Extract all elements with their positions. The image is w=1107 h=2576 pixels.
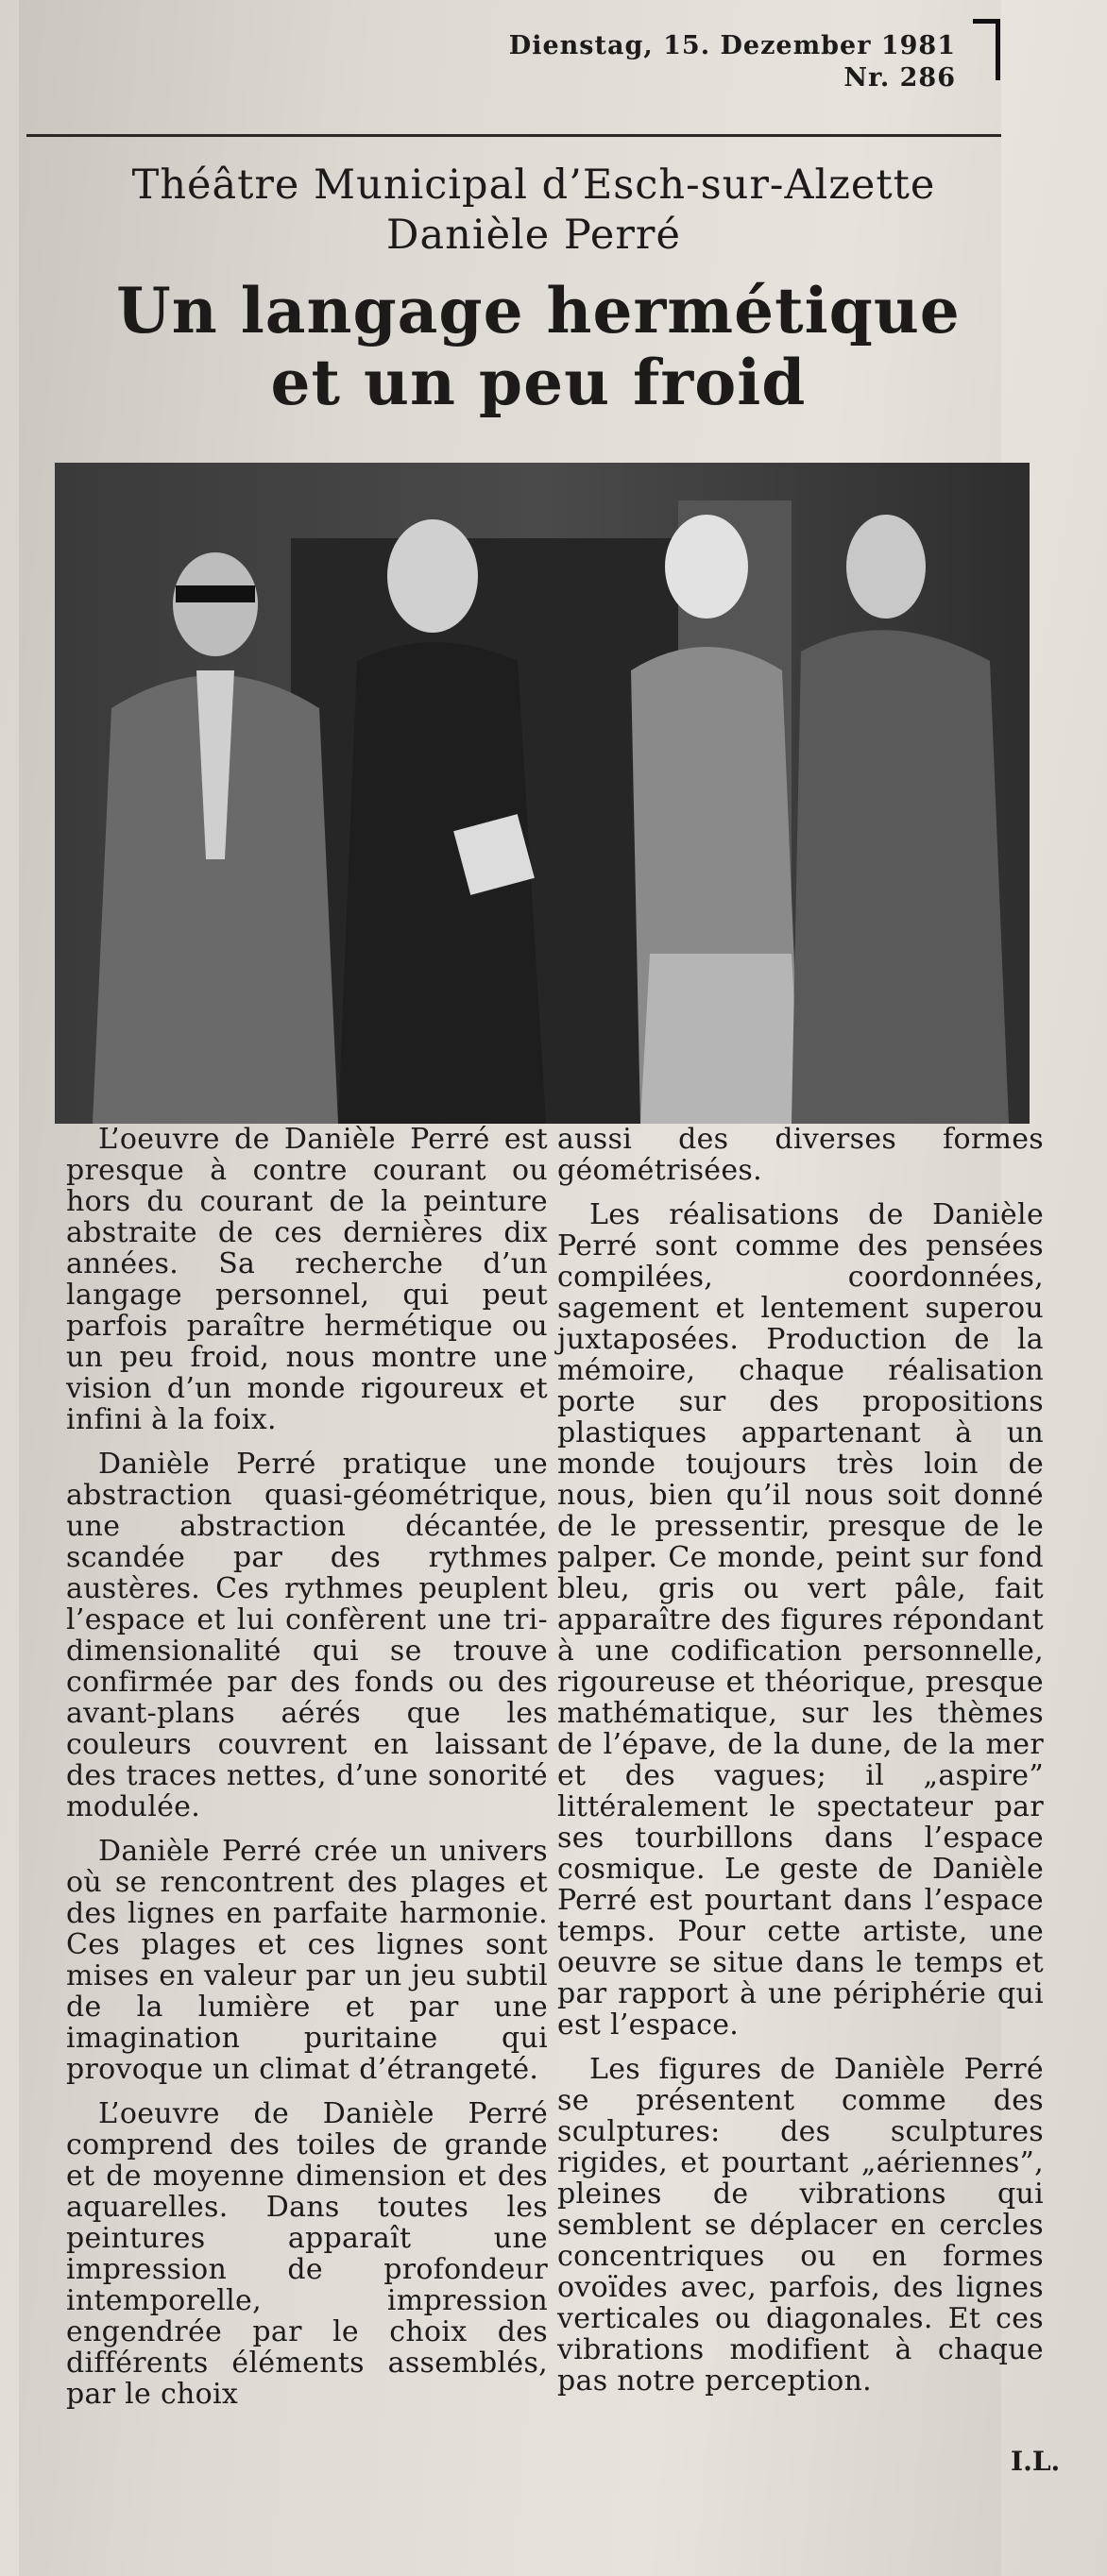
article-column-right	[557, 1124, 1044, 2410]
photo-illustration	[55, 463, 1030, 1124]
author-signature: I.L.	[1011, 2446, 1061, 2477]
kicker-artist: Danièle Perré	[386, 212, 681, 259]
article-paragraph: L’oeuvre de Danièle Perré comprend des toiles de grande et de moyenne dimension et des aquarelles. Dans toutes les peintures apparaît une impression de profondeur intemporelle, impression engendrée par le choix des différents éléments assemblés, par le choix	[66, 2097, 548, 2411]
headline-line-2: et un peu froid	[270, 346, 807, 419]
headline-line-1: Un langage hermétique	[116, 274, 961, 347]
kicker-venue: Théâtre Municipal d’Esch-sur-Alzette	[131, 161, 936, 209]
article-paragraph: L’oeuvre de Danièle Perré est presque à contre courant ou hors du courant de la peinture abstraite de ces dernières dix années. Sa recherche d’un langage personnel, qui peut parfois paraître hermétique ou un peu froid, nous montre une vision d’un monde rigoureux et infini à la foix.	[66, 1123, 548, 1436]
article-photo	[55, 463, 1030, 1124]
article-column-left	[66, 1124, 548, 2423]
article-paragraph: Les figures de Danièle Perré se présentent comme des sculptures: des sculptures rigides, et pourtant „aériennes”, pleines de vibrations qui semblent se déplacer en cercles concentriques ou en formes ovoïdes avec, parfois, des lignes verticales ou diagonales. Et ces vibrations modifient à chaque pas notre perception.	[557, 2053, 1044, 2398]
article-paragraph: Les réalisations de Danièle Perré sont comme des pensées compilées, coordonnées, sagement et lentement superou juxtaposées. Production de la mémoire, chaque réalisation porte sur des propositions plastiques appartenant à un monde toujours très loin de nous, bien qu’il nous soit donné de le pressentir, presque de le palper. Ce monde, peint sur fond bleu, gris ou vert pâle, fait apparaître des figures répondant à une codification personnelle, rigoureuse et théorique, presque mathématique, sur les thèmes de l’épave, de la dune, de la mer et des vagues; il „aspire” littéralement le spectateur par ses tourbillons dans l’espace cosmique. Le geste de Danièle Perré est pourtant dans l’espace temps. Pour cette artiste, une oeuvre se situe dans le temps et par rapport à une périphérie qui est l’espace.	[557, 1198, 1044, 2042]
article-paragraph: Danièle Perré crée un univers où se rencontrent des plages et des lignes en parfaite harmonie. Ces plages et ces lignes sont mises en valeur par un jeu subtil de la lumière et par une imagination puritaine qui provoque un climat d’étrangeté.	[66, 1835, 548, 2086]
corner-bracket	[973, 19, 1000, 80]
dateline-date: Dienstag, 15. Dezember 1981	[508, 31, 956, 60]
header-rule	[26, 134, 1001, 137]
article-paragraph: Danièle Perré pratique une abstraction quasi-géométrique, une abstraction décantée, scandée par des rythmes austères. Ces rythmes peuplent l’espace et lui confèrent une tri-dimensionalité qui se trouve confirmée par des fonds ou des avant-plans aérés que les couleurs couvrent en laissant des traces nettes, d’une sonorité modulée.	[66, 1448, 548, 1823]
dateline	[509, 30, 956, 94]
article-paragraph-continued: aussi des diverses formes géométrisées.	[557, 1123, 1044, 1187]
dateline-issue: Nr. 286	[843, 63, 956, 93]
